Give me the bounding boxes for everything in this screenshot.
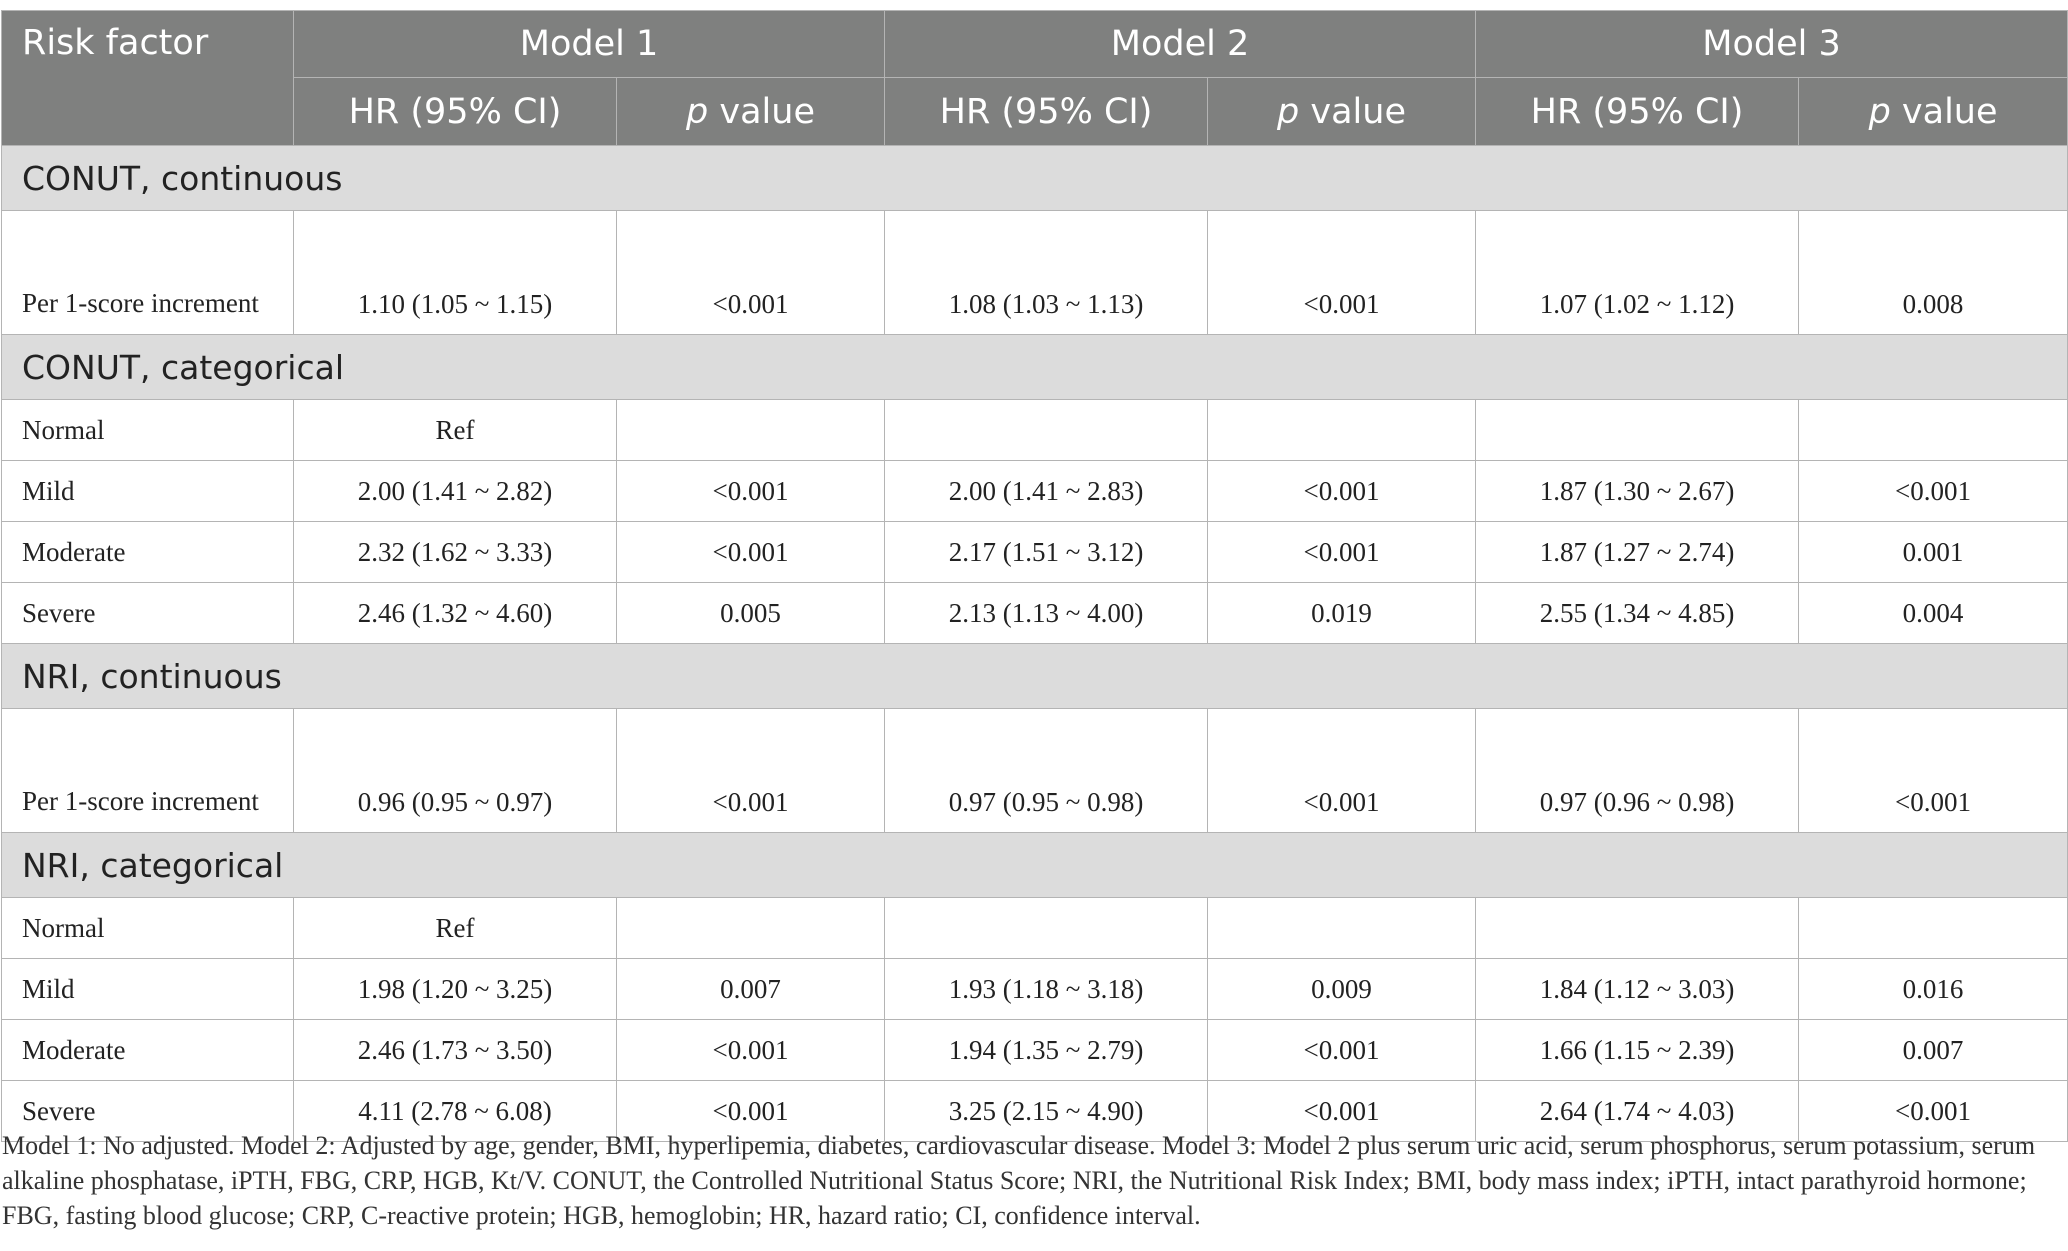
hr-cell: 2.46 (1.32 ~ 4.60) [294, 583, 617, 644]
p-value-cell: 0.005 [617, 583, 885, 644]
p-value-cell [1208, 400, 1476, 461]
p-value-cell: 0.004 [1799, 583, 2068, 644]
hr-cell: 1.07 (1.02 ~ 1.12) [1476, 211, 1799, 335]
row-label: Moderate [2, 1020, 294, 1081]
row-label: Moderate [2, 522, 294, 583]
hr-cell [885, 400, 1208, 461]
hr-cell: 1.10 (1.05 ~ 1.15) [294, 211, 617, 335]
hr-cell: 2.00 (1.41 ~ 2.83) [885, 461, 1208, 522]
hr-cell: 1.94 (1.35 ~ 2.79) [885, 1020, 1208, 1081]
row-label: Per 1-score increment [2, 709, 294, 833]
p-value-cell: <0.001 [617, 522, 885, 583]
table-row [2, 898, 2068, 959]
p-value-cell [1799, 898, 2068, 959]
table-container [0, 10, 2068, 1142]
header-hr-model-3: HR (95% CI) [1476, 78, 1799, 146]
header-p-model-3 [1799, 78, 2068, 146]
table-row [2, 709, 2068, 833]
hr-cell: 1.87 (1.27 ~ 2.74) [1476, 522, 1799, 583]
hr-cell: 1.84 (1.12 ~ 3.03) [1476, 959, 1799, 1020]
hr-cell: 2.17 (1.51 ~ 3.12) [885, 522, 1208, 583]
hr-cell: 2.46 (1.73 ~ 3.50) [294, 1020, 617, 1081]
table-row [2, 522, 2068, 583]
p-value-cell: <0.001 [1799, 1081, 2068, 1142]
table-header [2, 11, 2068, 146]
p-value-cell [617, 898, 885, 959]
row-label: Per 1-score increment [2, 211, 294, 335]
p-value-cell: 0.016 [1799, 959, 2068, 1020]
hr-cell: 2.32 (1.62 ~ 3.33) [294, 522, 617, 583]
row-label: Severe [2, 583, 294, 644]
hr-cell: 1.66 (1.15 ~ 2.39) [1476, 1020, 1799, 1081]
section-title: NRI, categorical [2, 833, 2068, 898]
hr-cell: Ref [294, 400, 617, 461]
p-value-cell [1799, 400, 2068, 461]
p-value-cell: 0.001 [1799, 522, 2068, 583]
p-italic: p [686, 91, 709, 132]
section-row [2, 146, 2068, 211]
hr-cell: 2.00 (1.41 ~ 2.82) [294, 461, 617, 522]
p-value-text: value [1299, 91, 1406, 132]
header-row-metrics [2, 78, 2068, 146]
hr-cell: 1.87 (1.30 ~ 2.67) [1476, 461, 1799, 522]
p-value-cell: <0.001 [1208, 461, 1476, 522]
section-title: CONUT, continuous [2, 146, 2068, 211]
p-value-cell: <0.001 [1799, 709, 2068, 833]
hr-cell: Ref [294, 898, 617, 959]
header-model-2: Model 2 [885, 11, 1476, 78]
hr-cell: 2.64 (1.74 ~ 4.03) [1476, 1081, 1799, 1142]
section-row [2, 644, 2068, 709]
header-p-model-2 [1208, 78, 1476, 146]
hr-cell: 3.25 (2.15 ~ 4.90) [885, 1081, 1208, 1142]
row-label: Severe [2, 1081, 294, 1142]
table-row [2, 461, 2068, 522]
hr-cell: 1.93 (1.18 ~ 3.18) [885, 959, 1208, 1020]
table-footnote: Model 1: No adjusted. Model 2: Adjusted by age, gender, BMI, hyperlipemia, diabetes, cardiovascular disease. Model 3: Model 2 plus serum uric acid, serum phosphorus, serum potassium, serum alkaline phosphatase, iPTH, FBG, CRP, HGB, Kt/V. CONUT, the Controlled Nutritional Status Score; NRI, the Nutritional Risk Index; BMI, body mass index; iPTH, intact parathyroid hormone; FBG, fasting blood glucose; CRP, C-reactive protein; HGB, hemoglobin; HR, hazard ratio; CI, confidence interval. [2, 1131, 2036, 1230]
p-value-cell: <0.001 [1208, 1020, 1476, 1081]
section-row [2, 833, 2068, 898]
p-value-cell: <0.001 [617, 1081, 885, 1142]
hr-cell: 0.97 (0.96 ~ 0.98) [1476, 709, 1799, 833]
p-value-cell: <0.001 [617, 461, 885, 522]
hr-cell: 0.96 (0.95 ~ 0.97) [294, 709, 617, 833]
p-value-cell: <0.001 [1208, 211, 1476, 335]
row-label: Mild [2, 461, 294, 522]
table-row [2, 1020, 2068, 1081]
p-value-cell: 0.008 [1799, 211, 2068, 335]
hr-cell [1476, 898, 1799, 959]
hr-cell: 0.97 (0.95 ~ 0.98) [885, 709, 1208, 833]
hr-cell: 2.13 (1.13 ~ 4.00) [885, 583, 1208, 644]
p-value-cell: 0.007 [1799, 1020, 2068, 1081]
p-value-cell: 0.007 [617, 959, 885, 1020]
section-title: NRI, continuous [2, 644, 2068, 709]
p-value-cell: 0.009 [1208, 959, 1476, 1020]
p-value-cell: <0.001 [617, 211, 885, 335]
p-value-cell [617, 400, 885, 461]
row-label: Normal [2, 898, 294, 959]
p-italic: p [1277, 91, 1300, 132]
p-value-cell: <0.001 [1208, 1081, 1476, 1142]
p-value-text: value [708, 91, 815, 132]
p-italic: p [1868, 91, 1891, 132]
hr-cell [885, 898, 1208, 959]
p-value-cell: 0.019 [1208, 583, 1476, 644]
section-row [2, 335, 2068, 400]
header-p-model-1 [617, 78, 885, 146]
header-hr-model-1: HR (95% CI) [294, 78, 617, 146]
p-value-cell: <0.001 [617, 1020, 885, 1081]
table-row [2, 959, 2068, 1020]
table-row [2, 583, 2068, 644]
header-model-3: Model 3 [1476, 11, 2068, 78]
table-row [2, 400, 2068, 461]
p-value-cell: <0.001 [617, 709, 885, 833]
table-row [2, 211, 2068, 335]
hazard-ratio-table [1, 10, 2068, 1142]
section-title: CONUT, categorical [2, 335, 2068, 400]
hr-cell: 1.98 (1.20 ~ 3.25) [294, 959, 617, 1020]
header-hr-model-2: HR (95% CI) [885, 78, 1208, 146]
hr-cell: 2.55 (1.34 ~ 4.85) [1476, 583, 1799, 644]
row-label: Normal [2, 400, 294, 461]
p-value-cell: <0.001 [1208, 709, 1476, 833]
p-value-cell: <0.001 [1208, 522, 1476, 583]
header-risk-factor: Risk factor [2, 11, 294, 146]
p-value-cell [1208, 898, 1476, 959]
hr-cell: 1.08 (1.03 ~ 1.13) [885, 211, 1208, 335]
hr-cell [1476, 400, 1799, 461]
hr-cell: 4.11 (2.78 ~ 6.08) [294, 1081, 617, 1142]
table-body [2, 146, 2068, 1142]
p-value-cell: <0.001 [1799, 461, 2068, 522]
header-row-models [2, 11, 2068, 78]
row-label: Mild [2, 959, 294, 1020]
header-model-1: Model 1 [294, 11, 885, 78]
p-value-text: value [1890, 91, 1998, 132]
